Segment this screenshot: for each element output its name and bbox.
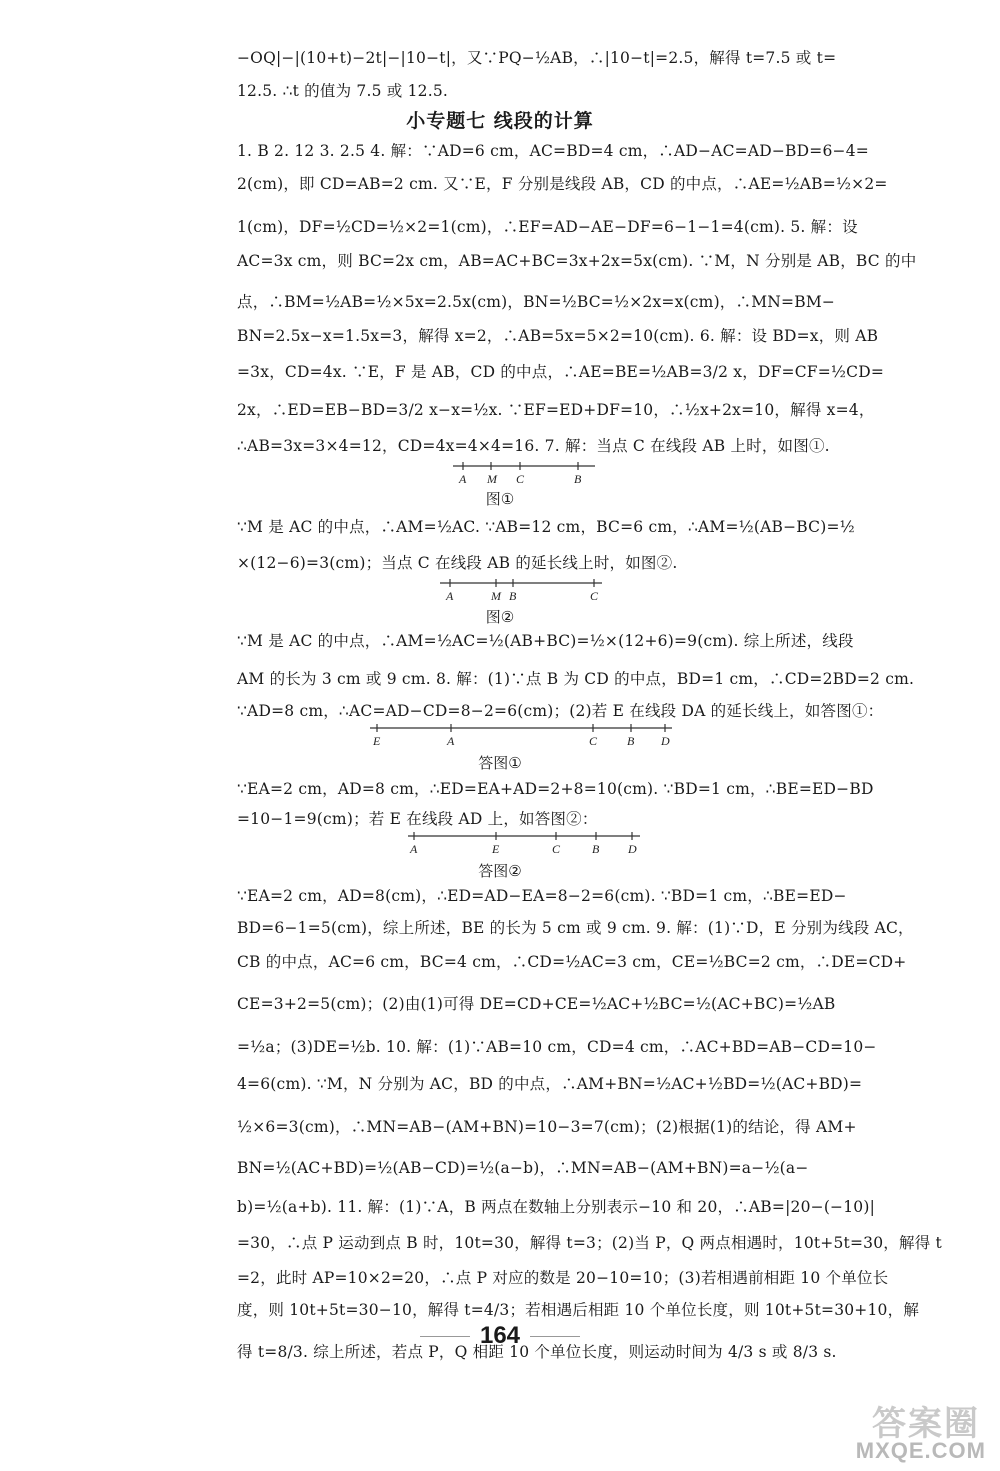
point-label: B bbox=[627, 734, 635, 748]
point-label: C bbox=[590, 589, 599, 603]
watermark-logo: 答案圈 bbox=[872, 1404, 980, 1444]
text-line: −OQ|−|(10+t)−2t|−|10−t|，又∵PQ−½AB，∴|10−t|=2.5，解得 t=7.5 或 t= bbox=[237, 49, 837, 67]
point-label: C bbox=[516, 472, 525, 486]
answer-figure-1-diagram bbox=[360, 720, 680, 748]
text-line: ∵M 是 AC 的中点，∴AM=½AC. ∵AB=12 cm，BC=6 cm，∴AM=½(AB−BC)=½ bbox=[237, 518, 855, 536]
text-line: =3x，CD=4x. ∵E，F 是 AB，CD 的中点，∴AE=BE=½AB=3/2 x，DF=CF=½CD= bbox=[237, 363, 885, 381]
point-label: B bbox=[574, 472, 582, 486]
point-label: B bbox=[509, 589, 517, 603]
point-label: D bbox=[628, 842, 637, 856]
text-line: =10−1=9(cm)；若 E 在线段 AD 上，如答图②： bbox=[237, 810, 598, 828]
page-number bbox=[0, 1322, 1000, 1350]
figure-1-diagram bbox=[445, 458, 605, 486]
watermark-url: MXQE.COM bbox=[855, 1438, 986, 1463]
text-line: CB 的中点，AC=6 cm，BC=4 cm，∴CD=½AC=3 cm，CE=½BC=2 cm，∴DE=CD+ bbox=[237, 953, 907, 971]
text-line: =½a；(3)DE=½b. 10. 解：(1)∵AB=10 cm，CD=4 cm，∴AC+BD=AB−CD=10− bbox=[237, 1038, 877, 1056]
text-line: BD=6−1=5(cm)，综上所述，BE 的长为 5 cm 或 9 cm. 9. 解：(1)∵D，E 分别为线段 AC， bbox=[237, 919, 914, 937]
text-line: AC=3x cm，则 BC=2x cm，AB=AC+BC=3x+2x=5x(cm). ∵M，N 分别是 AB，BC 的中 bbox=[237, 252, 917, 270]
figure-caption: 答图① bbox=[478, 754, 522, 772]
point-label: A bbox=[446, 589, 454, 603]
point-label: A bbox=[447, 734, 455, 748]
text-line: BN=2.5x−x=1.5x=3，解得 x=2，∴AB=5x=5×2=10(cm). 6. 解：设 BD=x，则 AB bbox=[237, 327, 879, 345]
text-line: BN=½(AC+BD)=½(AB−CD)=½(a−b)，∴MN=AB−(AM+BN)=a−½(a− bbox=[237, 1159, 809, 1177]
point-label: M bbox=[491, 589, 501, 603]
text-line: ∵EA=2 cm，AD=8(cm)，∴ED=AD−EA=8−2=6(cm). ∵BD=1 cm，∴BE=ED− bbox=[237, 887, 847, 905]
text-line: 度，则 10t+5t=30−10，解得 t=4/3；若相遇后相距 10 个单位长度，则 10t+5t=30+10，解 bbox=[237, 1301, 920, 1319]
text-line: 1(cm)，DF=½CD=½×2=1(cm)，∴EF=AD−AE−DF=6−1−1=4(cm). 5. 解：设 bbox=[237, 218, 858, 236]
answer-figure-2-diagram bbox=[400, 828, 650, 856]
text-line: ½×6=3(cm)，∴MN=AB−(AM+BN)=10−3=7(cm)；(2)根据(1)的结论，得 AM+ bbox=[237, 1118, 857, 1136]
point-label: C bbox=[552, 842, 561, 856]
text-line: ∴AB=3x=3×4=12，CD=4x=4×4=16. 7. 解：当点 C 在线段 AB 上时，如图①. bbox=[237, 437, 830, 455]
page-number-text: 164 bbox=[479, 1322, 521, 1349]
text-line: 4=6(cm). ∵M，N 分别为 AC，BD 的中点，∴AM+BN=½AC+½BD=½(AC+BD)= bbox=[237, 1075, 863, 1093]
figure-2-diagram bbox=[430, 575, 610, 603]
figure-caption: 图② bbox=[485, 608, 515, 626]
point-label: E bbox=[373, 734, 381, 748]
text-line: CE=3+2=5(cm)；(2)由(1)可得 DE=CD+CE=½AC+½BC=½(AC+BC)=½AB bbox=[237, 995, 836, 1013]
text-line: 点，∴BM=½AB=½×5x=2.5x(cm)，BN=½BC=½×2x=x(cm)，∴MN=BM− bbox=[237, 293, 836, 311]
point-label: D bbox=[661, 734, 670, 748]
text-line: 1. B 2. 12 3. 2.5 4. 解：∵AD=6 cm，AC=BD=4 cm，∴AD−AC=AD−BD=6−4= bbox=[237, 142, 869, 160]
text-line: 12.5. ∴t 的值为 7.5 或 12.5. bbox=[237, 82, 449, 100]
point-label: E bbox=[492, 842, 500, 856]
text-line: AM 的长为 3 cm 或 9 cm. 8. 解：(1)∵点 B 为 CD 的中点，BD=1 cm，∴CD=2BD=2 cm. bbox=[237, 670, 915, 688]
page-number-rule bbox=[420, 1336, 470, 1337]
text-line: =30，∴点 P 运动到点 B 时，10t=30，解得 t=3；(2)当 P，Q 两点相遇时，10t+5t=30，解得 t bbox=[237, 1234, 942, 1252]
text-line: ×(12−6)=3(cm)；当点 C 在线段 AB 的延长线上时，如图②. bbox=[237, 554, 678, 572]
text-line: 2(cm)，即 CD=AB=2 cm. 又∵E，F 分别是线段 AB，CD 的中点，∴AE=½AB=½×2= bbox=[237, 175, 888, 193]
text-line: =2，此时 AP=10×2=20，∴点 P 对应的数是 20−10=10；(3)若相遇前相距 10 个单位长 bbox=[237, 1269, 889, 1287]
section-title: 小专题七 线段的计算 bbox=[406, 110, 594, 132]
page-number-rule bbox=[530, 1336, 580, 1337]
figure-caption: 图① bbox=[485, 490, 515, 508]
text-line: 得 t=8/3. 综上所述，若点 P，Q 相距 10 个单位长度，则运动时间为 4/3 s 或 8/3 s. bbox=[237, 1343, 837, 1361]
point-label: B bbox=[592, 842, 600, 856]
point-label: A bbox=[459, 472, 467, 486]
point-label: M bbox=[487, 472, 497, 486]
point-label: A bbox=[410, 842, 418, 856]
point-label: C bbox=[589, 734, 598, 748]
text-line: ∵AD=8 cm，∴AC=AD−CD=8−2=6(cm)；(2)若 E 在线段 DA 的延长线上，如答图①： bbox=[237, 702, 884, 720]
text-line: ∵EA=2 cm，AD=8 cm，∴ED=EA+AD=2+8=10(cm). ∵BD=1 cm，∴BE=ED−BD bbox=[237, 780, 874, 798]
text-line: ∵M 是 AC 的中点，∴AM=½AC=½(AB+BC)=½×(12+6)=9(cm). 综上所述，线段 bbox=[237, 632, 854, 650]
figure-caption: 答图② bbox=[478, 862, 522, 880]
text-line: b)=½(a+b). 11. 解：(1)∵A，B 两点在数轴上分别表示−10 和 20，∴AB=|20−(−10)| bbox=[237, 1198, 876, 1216]
text-line: 2x，∴ED=EB−BD=3/2 x−x=½x. ∵EF=ED+DF=10，∴½x+2x=10，解得 x=4， bbox=[237, 401, 875, 419]
